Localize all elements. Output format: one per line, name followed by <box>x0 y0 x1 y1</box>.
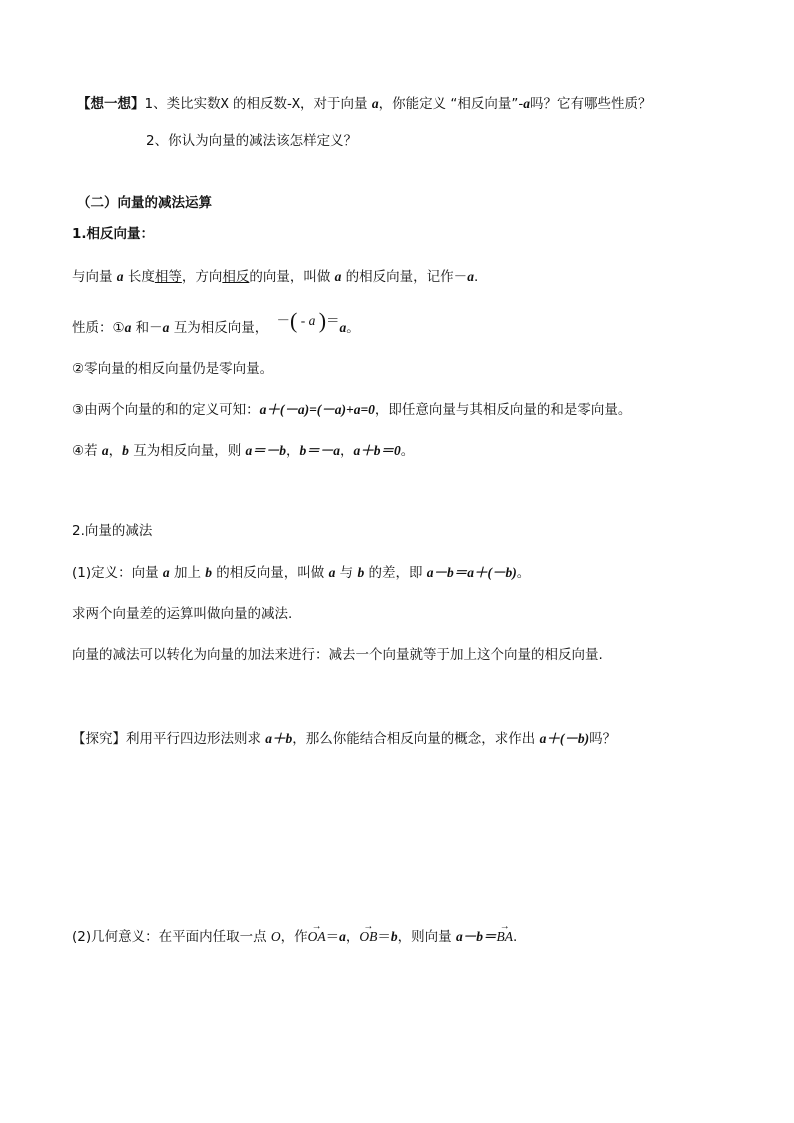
property-4: ④若 a，b 互为相反向量，则 a＝－b，b＝－a，a＋b＝0。 <box>72 443 415 459</box>
property-2: ②零向量的相反向量仍是零向量。 <box>72 361 274 377</box>
think-tag: 【想一想】 <box>77 96 145 112</box>
explore-tag: 【探究】 <box>72 731 126 747</box>
geometric-meaning: (2)几何意义：在平面内任取一点 O，作→ OA＝a，→ OB＝b，则向量 a－b＝→ BA. <box>72 928 517 946</box>
explore-question: 【探究】利用平行四边形法则求 a＋b，那么你能结合相反向量的概念，求作出 a＋(－b)吗？ <box>72 731 617 747</box>
subtraction-definition-line-2: 求两个向量差的运算叫做向量的减法. <box>72 606 293 622</box>
subtraction-definition: (1)定义：向量 a 加上 b 的相反向量，叫做 a 与 b 的差，即 a－b＝a＋(－b)。 <box>72 565 531 581</box>
vector-oa: → OA <box>308 928 326 946</box>
subsection-title-opposite-vector: 1.相反向量： <box>72 226 155 242</box>
property-1: 性质：①a 和－a 互为相反向量， －( - a )＝a。 <box>72 308 360 336</box>
property-1-formula: －( - a )＝ <box>276 308 340 333</box>
subsection-title-subtraction: 2.向量的减法 <box>72 523 153 539</box>
think-question-1: 【想一想】1、类比实数X 的相反数-X，对于向量 a，你能定义 “相反向量”-a吗？它有哪些性质？ <box>77 96 652 112</box>
think-question-2: 2、你认为向量的减法该怎样定义？ <box>146 133 358 149</box>
vector-ba: → BA <box>496 928 513 946</box>
vector-ob: → OB <box>359 928 377 946</box>
property-3: ③由两个向量的和的定义可知：a＋(－a)=(－a)+a=0，即任意向量与其相反向量的和是零向量。 <box>72 402 632 418</box>
opposite-vector-definition: 与向量 a 长度相等，方向相反的向量，叫做 a 的相反向量，记作－a. <box>72 269 479 285</box>
subtraction-definition-line-3: 向量的减法可以转化为向量的加法来进行：减去一个向量就等于加上这个向量的相反向量. <box>72 647 603 663</box>
section-title: （二）向量的减法运算 <box>77 195 212 211</box>
